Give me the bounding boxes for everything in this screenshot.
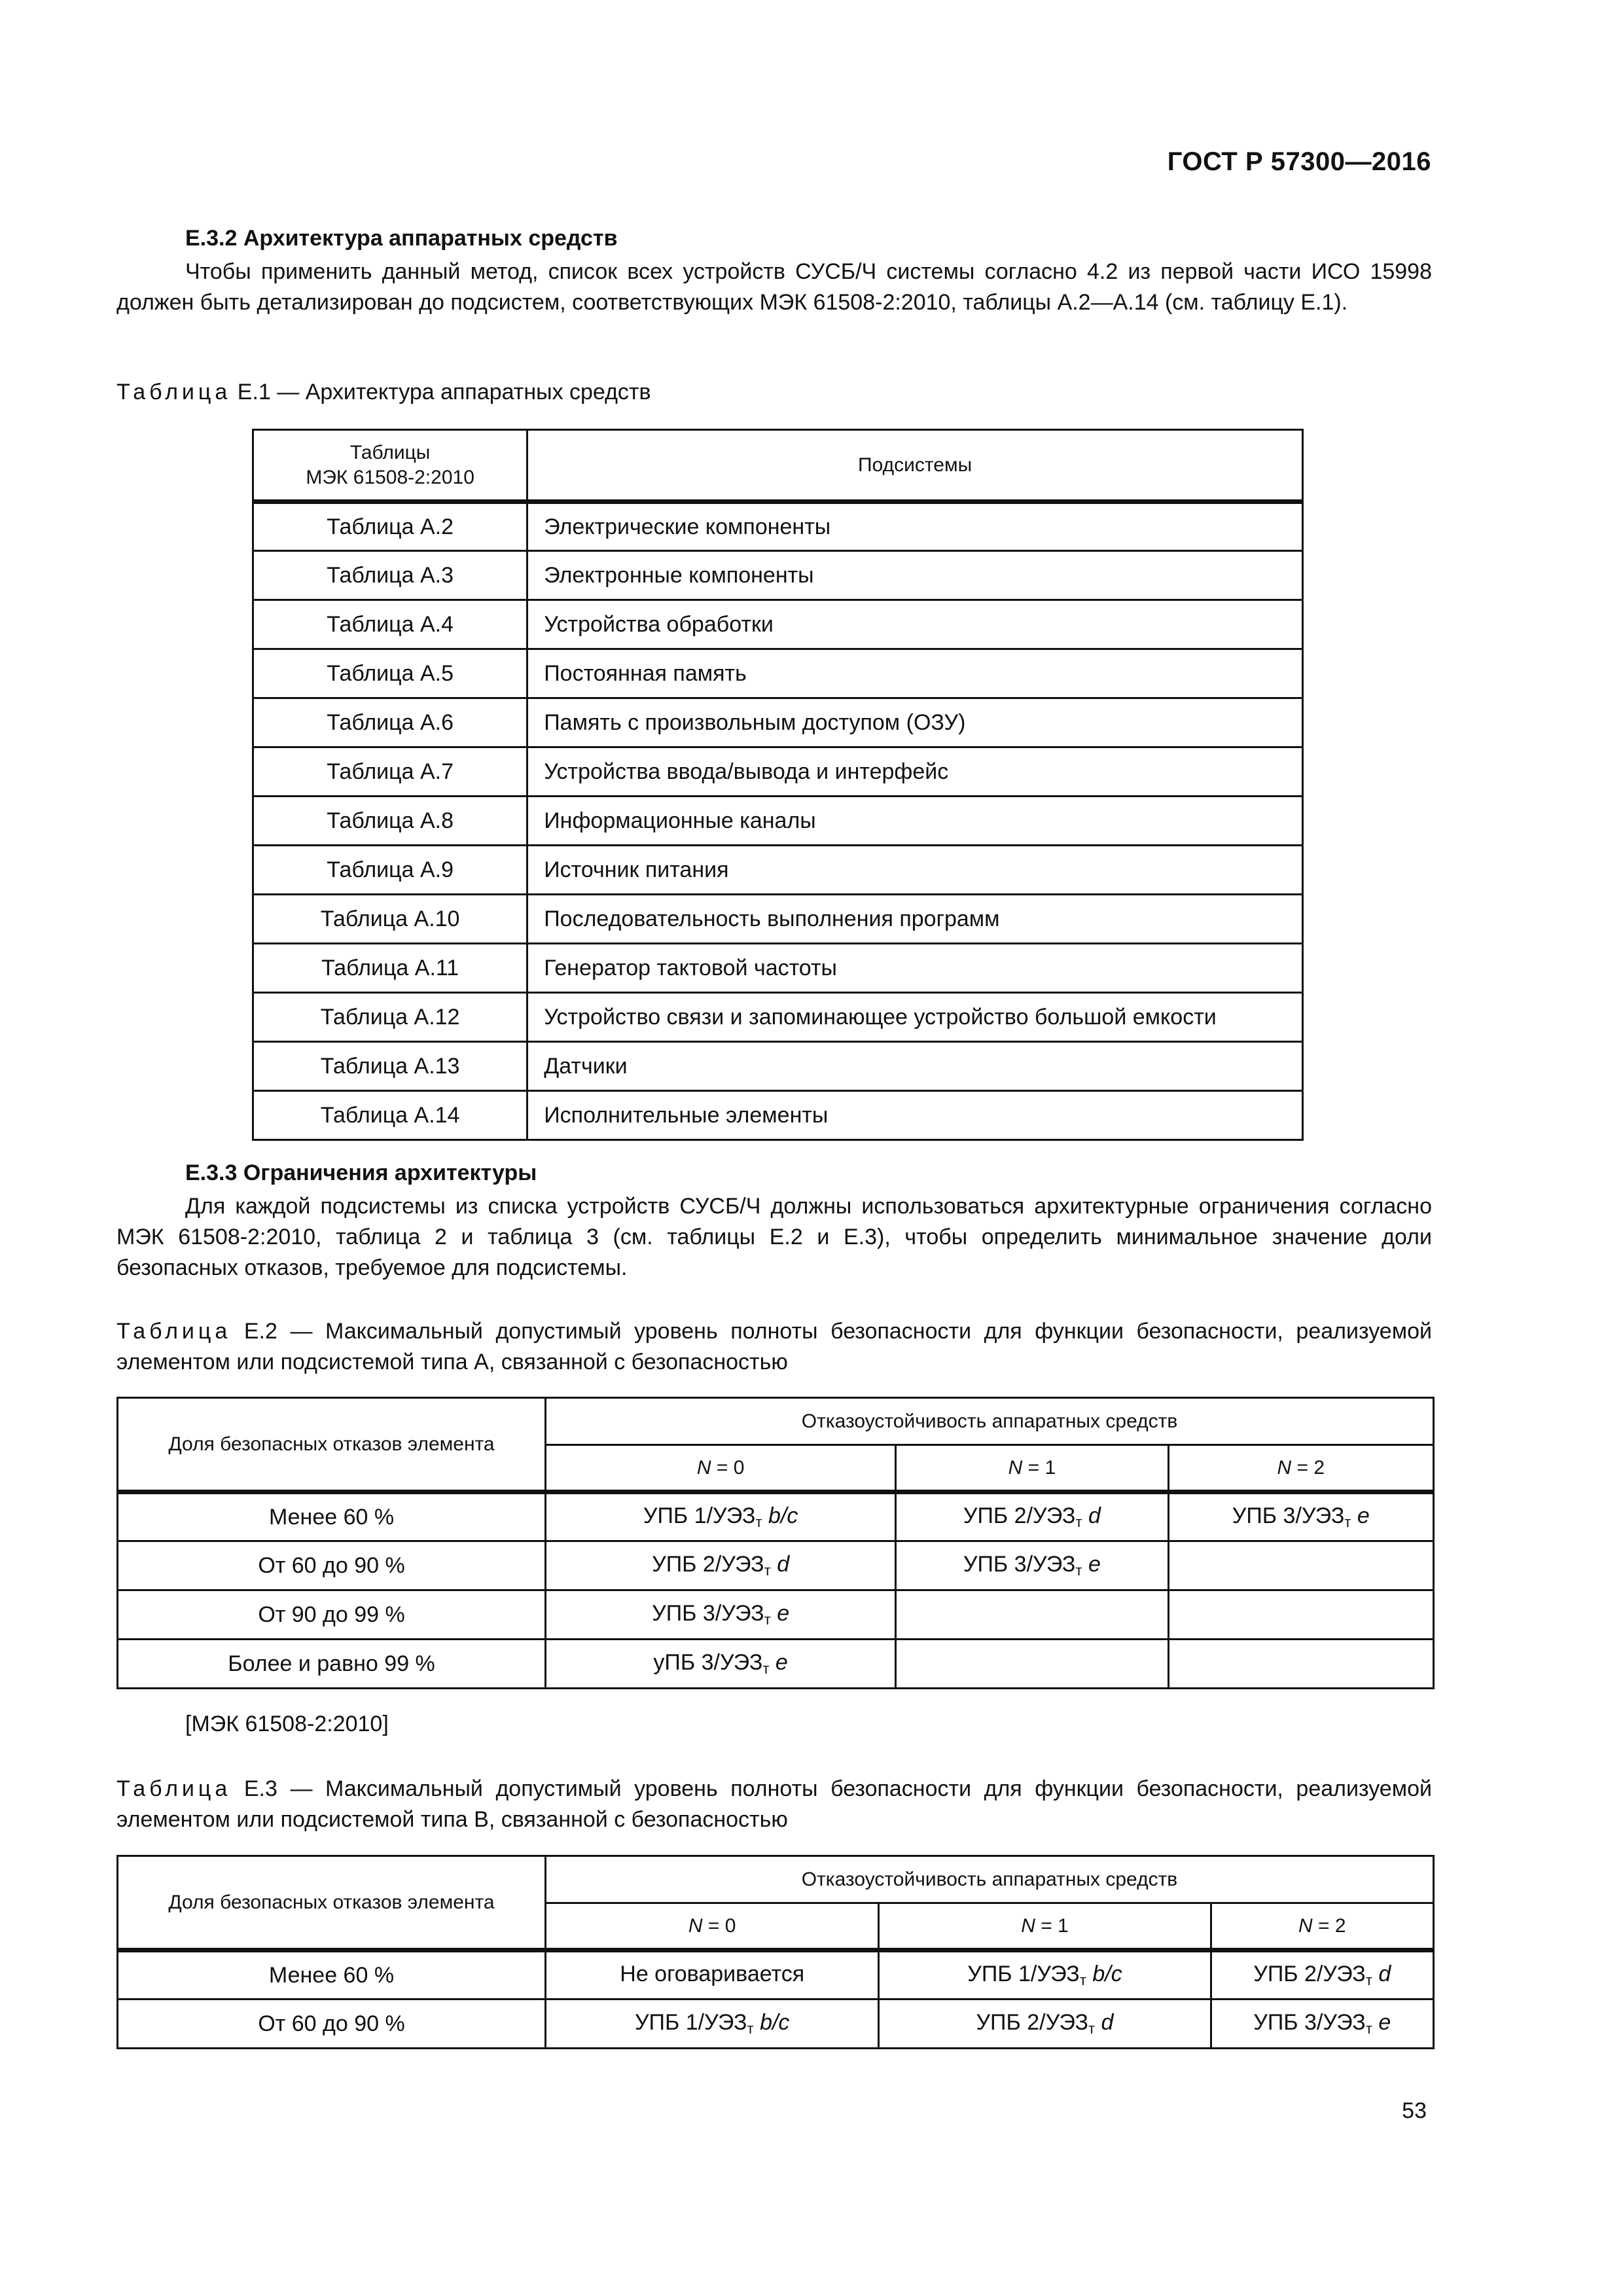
col-header-fault-tolerance: Отказоустойчивость аппаратных средств bbox=[545, 1856, 1433, 1903]
iec-table-ref: Таблица А.7 bbox=[253, 747, 527, 797]
iec-table-ref: Таблица А.2 bbox=[253, 502, 527, 551]
iec-table-ref: Таблица А.11 bbox=[253, 944, 527, 993]
table-row bbox=[253, 1042, 1303, 1091]
subsystem-name: Электронные компоненты bbox=[527, 551, 1303, 600]
col-header-subsystems: Подсистемы bbox=[527, 430, 1303, 502]
caption-text: Е.2 — Максимальный допустимый уровень полноты безопасности для функции безопасности, реализуемой элементом или подсистемой типа А, связанной с безопасностью bbox=[116, 1319, 1432, 1374]
iec-table-ref: Таблица А.8 bbox=[253, 797, 527, 846]
subsystem-name: Информационные каналы bbox=[527, 797, 1303, 846]
sil-cell-n0: УПБ $3/УЭЗ_т$ e bbox=[546, 1590, 896, 1640]
table-row bbox=[253, 747, 1303, 797]
col-header-n1: N = 1 bbox=[896, 1445, 1168, 1492]
table-caption-e1 bbox=[116, 377, 651, 408]
caption-text: Е.3 — Максимальный допустимый уровень полноты безопасности для функции безопасности, реализуемой элементом или подсистемой типа В, связанной с безопасностью bbox=[116, 1776, 1432, 1832]
col-header-fault-tolerance: Отказоустойчивость аппаратных средств bbox=[546, 1398, 1434, 1445]
table-row bbox=[253, 698, 1303, 747]
sil-cell-n1 bbox=[896, 1590, 1168, 1640]
table-header-row bbox=[253, 430, 1303, 502]
subsystem-name: Электрические компоненты bbox=[527, 502, 1303, 551]
sil-cell-n0: УПБ $2/УЭЗ_т$ d bbox=[546, 1541, 896, 1590]
col-header-n2: N = 2 bbox=[1211, 1903, 1433, 1950]
iec-table-ref: Таблица А.3 bbox=[253, 551, 527, 600]
sil-cell-n2: УПБ $2/УЭЗ_т$ d bbox=[1211, 1950, 1433, 2000]
section-text-e33: Для каждой подсистемы из списка устройств СУСБ/Ч должны использоваться архитектурные ограничения согласно МЭК 61508-2:2010, таблица 2 и таблица 3 (см. таблицы Е.2 и Е.3), чтобы определить минимальное значение доли безопасных отказов, требуемое для подсистемы. bbox=[116, 1194, 1432, 1280]
sil-cell-n1: УПБ $2/УЭЗ_т$ d bbox=[879, 2000, 1211, 2049]
table-row bbox=[118, 1640, 1434, 1689]
table-row bbox=[118, 1492, 1434, 1541]
iec-table-ref: Таблица А.12 bbox=[253, 993, 527, 1042]
table-row bbox=[118, 1950, 1434, 2000]
table-row bbox=[118, 1541, 1434, 1590]
sil-cell-n0: Не оговаривается bbox=[545, 1950, 878, 2000]
iec-table-ref: Таблица А.5 bbox=[253, 649, 527, 698]
table-row bbox=[253, 1091, 1303, 1140]
subsystem-name: Датчики bbox=[527, 1042, 1303, 1091]
iec-table-ref: Таблица А.14 bbox=[253, 1091, 527, 1140]
safe-failure-fraction: Менее 60 % bbox=[118, 1950, 546, 2000]
safe-failure-fraction: От 90 до 99 % bbox=[118, 1590, 546, 1640]
iec-table-ref: Таблица А.4 bbox=[253, 600, 527, 649]
table-caption-e2 bbox=[116, 1316, 1432, 1378]
iec-table-ref: Таблица А.13 bbox=[253, 1042, 527, 1091]
subsystem-name: Генератор тактовой частоты bbox=[527, 944, 1303, 993]
subsystem-name: Устройство связи и запоминающее устройство большой емкости bbox=[527, 993, 1303, 1042]
col-header-n0: N = 0 bbox=[546, 1445, 896, 1492]
section-text-e32: Чтобы применить данный метод, список всех устройств СУСБ/Ч системы согласно 4.2 из первой части ИСО 15998 должен быть детализирован до подсистем, соответствующих МЭК 61508-2:2010, таблицы А.2—А.14 (см. таблицу Е.1). bbox=[116, 259, 1432, 315]
sil-cell-n2: УПБ $3/УЭЗ_т$ e bbox=[1168, 1492, 1433, 1541]
sil-cell-n1: УПБ $3/УЭЗ_т$ e bbox=[896, 1541, 1168, 1590]
table-row bbox=[253, 600, 1303, 649]
table-row bbox=[253, 551, 1303, 600]
table-row bbox=[253, 502, 1303, 551]
table-row bbox=[118, 1590, 1434, 1640]
sil-cell-n1 bbox=[896, 1640, 1168, 1689]
iec-table-ref: Таблица А.6 bbox=[253, 698, 527, 747]
col-header-safe-failure: Доля безопасных отказов элемента bbox=[118, 1856, 546, 1950]
table-row bbox=[253, 944, 1303, 993]
col-header-safe-failure: Доля безопасных отказов элемента bbox=[118, 1398, 546, 1492]
table-caption-e3 bbox=[116, 1774, 1432, 1835]
sil-cell-n0: УПБ $1/УЭЗ_т$ b/c bbox=[545, 2000, 878, 2049]
subsystem-name: Устройства обработки bbox=[527, 600, 1303, 649]
col-header-iec-tables: Таблицы МЭК 61508-2:2010 bbox=[253, 430, 527, 502]
table-header-row bbox=[118, 1398, 1434, 1445]
sil-cell-n0: УПБ $1/УЭЗ_т$ b/c bbox=[546, 1492, 896, 1541]
page-number: 53 bbox=[1402, 2098, 1427, 2123]
caption-text: Е.1 — Архитектура аппаратных средств bbox=[237, 380, 651, 404]
sil-cell-n0: уПБ $3/УЭЗ_т$ e bbox=[546, 1640, 896, 1689]
section-heading-e33: Е.3.3 Ограничения архитектуры bbox=[185, 1160, 537, 1185]
caption-label: Таблица bbox=[116, 1319, 232, 1344]
subsystem-name: Источник питания bbox=[527, 846, 1303, 895]
table-row bbox=[253, 993, 1303, 1042]
table-row bbox=[253, 797, 1303, 846]
table-row bbox=[118, 2000, 1434, 2049]
subsystem-name: Постоянная память bbox=[527, 649, 1303, 698]
section-heading-e32: Е.3.2 Архитектура аппаратных средств bbox=[185, 226, 618, 251]
table-e2-source: [МЭК 61508-2:2010] bbox=[185, 1712, 389, 1736]
table-row bbox=[253, 895, 1303, 944]
subsystem-name: Последовательность выполнения программ bbox=[527, 895, 1303, 944]
subsystem-name: Устройства ввода/вывода и интерфейс bbox=[527, 747, 1303, 797]
table-e1 bbox=[252, 429, 1304, 1141]
sil-cell-n2: УПБ $3/УЭЗ_т$ e bbox=[1211, 2000, 1433, 2049]
document-standard-number: ГОСТ Р 57300—2016 bbox=[1167, 147, 1431, 176]
table-row bbox=[253, 846, 1303, 895]
sil-cell-n2 bbox=[1168, 1541, 1433, 1590]
col-header-n2: N = 2 bbox=[1168, 1445, 1433, 1492]
col-header-n1: N = 1 bbox=[879, 1903, 1211, 1950]
col-header-n0: N = 0 bbox=[545, 1903, 878, 1950]
safe-failure-fraction: Менее 60 % bbox=[118, 1492, 546, 1541]
subsystem-name: Память с произвольным доступом (ОЗУ) bbox=[527, 698, 1303, 747]
subsystem-name: Исполнительные элементы bbox=[527, 1091, 1303, 1140]
safe-failure-fraction: От 60 до 90 % bbox=[118, 2000, 546, 2049]
iec-table-ref: Таблица А.10 bbox=[253, 895, 527, 944]
table-e3 bbox=[116, 1855, 1435, 2049]
iec-table-ref: Таблица А.9 bbox=[253, 846, 527, 895]
sil-cell-n2 bbox=[1168, 1640, 1433, 1689]
safe-failure-fraction: От 60 до 90 % bbox=[118, 1541, 546, 1590]
caption-label: Таблица bbox=[116, 1776, 232, 1801]
table-row bbox=[253, 649, 1303, 698]
sil-cell-n1: УПБ $2/УЭЗ_т$ d bbox=[896, 1492, 1168, 1541]
sil-cell-n1: УПБ $1/УЭЗ_т$ b/c bbox=[879, 1950, 1211, 2000]
safe-failure-fraction: Более и равно 99 % bbox=[118, 1640, 546, 1689]
sil-cell-n2 bbox=[1168, 1590, 1433, 1640]
table-e2 bbox=[116, 1397, 1435, 1689]
table-header-row bbox=[118, 1856, 1434, 1903]
caption-label: Таблица bbox=[116, 380, 232, 404]
